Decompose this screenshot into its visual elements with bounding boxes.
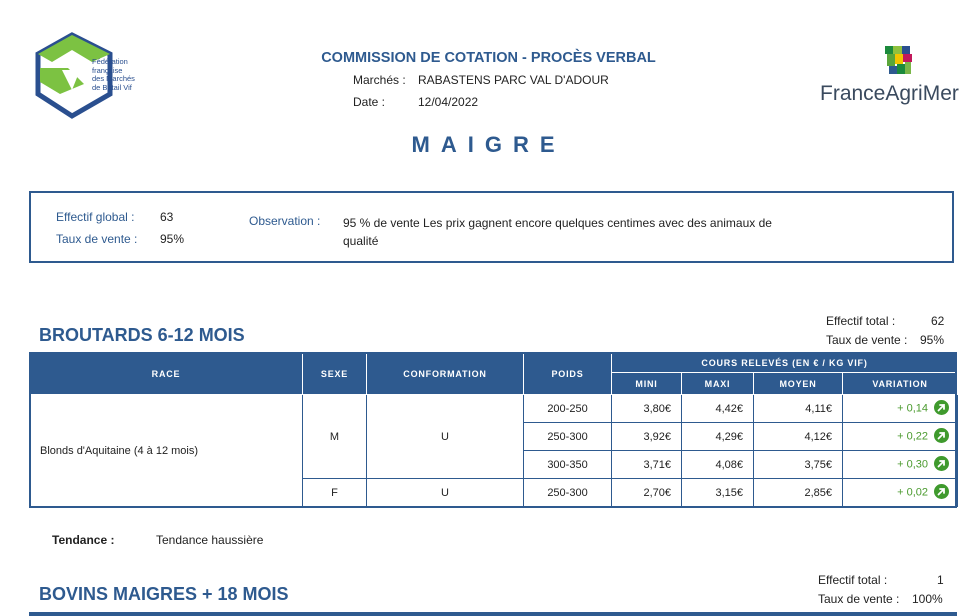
arrow-up-right-icon (934, 400, 949, 415)
sexe-cell: F (303, 479, 367, 507)
poids-cell: 250-300 (524, 423, 612, 451)
race-cell: Blonds d'Aquitaine (4 à 12 mois) (30, 395, 303, 507)
group-bovins-maigres-title: BOVINS MAIGRES + 18 MOIS (39, 584, 289, 604)
document-title: COMMISSION DE COTATION - PROCÈS VERBAL (321, 50, 656, 66)
variation-value: + 0,30 (897, 458, 929, 471)
group-bovins-effectif-label: Effectif total : (818, 573, 888, 587)
sexe-cell: M (303, 395, 367, 479)
mini-cell: 3,92€ (612, 423, 682, 451)
tendance-label: Tendance : (52, 533, 115, 547)
variation-cell (843, 395, 958, 423)
taux-vente-label: Taux de vente : (56, 232, 138, 246)
maxi-cell: 3,15€ (682, 479, 754, 507)
taux-vente-value: 95% (160, 232, 185, 246)
maxi-cell: 4,42€ (682, 395, 754, 423)
variation-cell (843, 479, 958, 507)
col-variation-header: VARIATION (843, 373, 958, 395)
market-value: RABASTENS PARC VAL D'ADOUR (418, 73, 609, 87)
moyen-cell: 4,11€ (754, 395, 843, 423)
arrow-up-right-icon (934, 484, 949, 499)
maxi-cell: 4,08€ (682, 451, 754, 479)
franceagrimer-wordmark: FranceAgriMer (820, 82, 959, 105)
group-broutards-taux-label: Taux de vente : (826, 333, 908, 347)
variation-value: + 0,22 (897, 430, 929, 443)
group-bovins-taux-label: Taux de vente : (818, 592, 900, 606)
moyen-cell: 2,85€ (754, 479, 843, 507)
group-broutards-title: BROUTARDS 6-12 MOIS (39, 325, 245, 345)
effectif-global-value: 63 (160, 210, 174, 224)
conformation-cell: U (367, 395, 524, 479)
table-row (30, 395, 958, 423)
variation-cell (843, 423, 958, 451)
section-title: MAIGRE (411, 132, 566, 157)
mini-cell: 2,70€ (612, 479, 682, 507)
col-mini-header: MINI (612, 373, 682, 395)
group-bovins-taux-value: 100% (912, 592, 943, 606)
ffmbv-logo (32, 32, 152, 124)
variation-value: + 0,14 (897, 402, 929, 415)
group-bovins-table-top (29, 612, 957, 616)
maxi-cell: 4,29€ (682, 423, 754, 451)
col-conformation-header: CONFORMATION (367, 353, 524, 395)
col-race-header: RACE (30, 353, 303, 395)
col-cours-header: COURS RELEVÉS (EN € / KG VIF) (612, 353, 958, 373)
mini-cell: 3,80€ (612, 395, 682, 423)
col-maxi-header: MAXI (682, 373, 754, 395)
conformation-cell: U (367, 479, 524, 507)
col-moyen-header: MOYEN (754, 373, 843, 395)
variation-value: + 0,02 (897, 486, 929, 499)
ffmbv-line-2: française (92, 65, 123, 75)
tendance-value: Tendance haussière (156, 533, 264, 547)
col-poids-header: POIDS (524, 353, 612, 395)
col-sexe-header: SEXE (303, 353, 367, 395)
group-broutards-effectif-label: Effectif total : (826, 314, 896, 328)
date-label: Date : (353, 95, 386, 109)
market-label: Marchés : (353, 73, 406, 87)
effectif-global-label: Effectif global : (56, 210, 135, 224)
group-broutards-effectif-value: 62 (931, 314, 945, 328)
observation-value: 95 % de vente Les prix gagnent encore quelques centimes avec des animaux de qualité (343, 216, 772, 248)
ffmbv-line-3: des Marchés (92, 74, 135, 83)
cotation-table (29, 352, 958, 507)
moyen-cell: 3,75€ (754, 451, 843, 479)
date-value: 12/04/2022 (418, 95, 479, 109)
group-broutards-taux-value: 95% (920, 333, 945, 347)
arrow-up-right-icon (934, 456, 949, 471)
observation-label: Observation : (249, 214, 321, 228)
ffmbv-line-4: de Bétail Vif (92, 82, 132, 92)
poids-cell: 250-300 (524, 479, 612, 507)
mini-cell: 3,71€ (612, 451, 682, 479)
poids-cell: 300-350 (524, 451, 612, 479)
ffmbv-line-1: Fédération (92, 57, 128, 66)
group-bovins-effectif-value: 1 (937, 573, 944, 587)
moyen-cell: 4,12€ (754, 423, 843, 451)
variation-cell (843, 451, 958, 479)
poids-cell: 200-250 (524, 395, 612, 423)
arrow-up-right-icon (934, 428, 949, 443)
